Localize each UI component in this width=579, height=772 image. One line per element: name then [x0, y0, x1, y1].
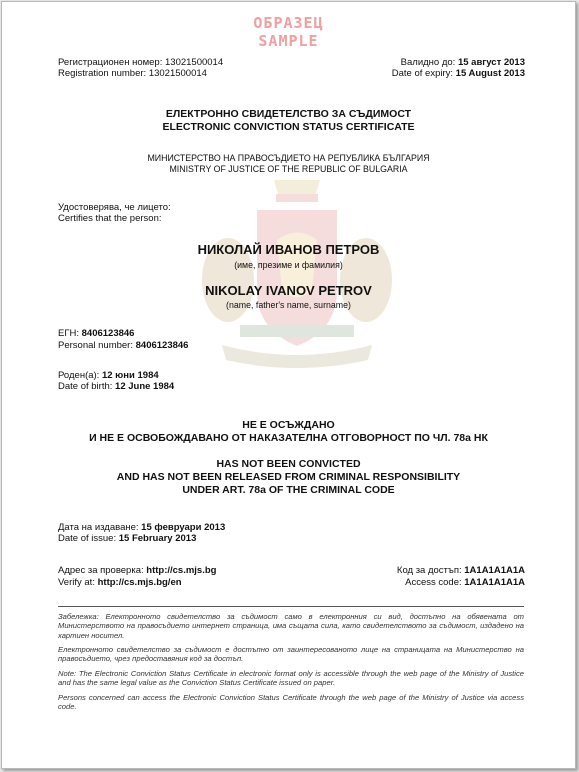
note-bg-2: Електронното свидетелство за съдимост е достъпно от заинтересованото лице на страницата на Министерство на правосъдието, чрез предоставяния код за достъп.: [58, 645, 524, 664]
verify-link-en[interactable]: http://cs.mjs.bg/en: [97, 577, 182, 588]
certifies-label-bg: Удостоверява, че лицето:: [58, 202, 171, 213]
ministry-bg: МИНИСТЕРСТВО НА ПРАВОСЪДИЕТО НА РЕПУБЛИКА БЪЛГАРИЯ: [147, 153, 430, 163]
status-en-line1: HAS NOT BEEN CONVICTED: [216, 458, 361, 470]
registration-number-bg: Регистрационен номер: 13021500014: [58, 57, 224, 68]
verify-address-en: Verify at: http://cs.mjs.bg/en: [58, 577, 182, 588]
expiry-date-bg: Валидно до: 15 август 2013: [400, 57, 525, 68]
note-bg-1: Забележка: Електронното свидетелство за съдимост само в електронния си вид, достъпно на обявената от Министерството на правосъдието интернет страница, има същата сила, като свидетелството за съдимост, издадено на хартиен носител.: [58, 612, 524, 640]
note-en-1: Note: The Electronic Conviction Status Certificate in electronic format only is accessible through the web page of the Ministry of Justice and has the same legal value as the Conviction Status Certificate issued on paper.: [58, 669, 524, 688]
birth-date-bg: Роден(а): 12 юни 1984: [58, 370, 159, 381]
note-en-2: Persons concerned can access the Electronic Conviction Status Certificate through the web page of the Ministry of Justice via access code.: [58, 693, 524, 712]
status-en-line3: UNDER ART. 78a OF THE CRIMINAL CODE: [182, 484, 395, 496]
person-name-en-caption: (name, father's name, surname): [226, 300, 351, 310]
egn-field: ЕГН: 8406123846: [58, 328, 135, 339]
verify-link-bg[interactable]: http://cs.mjs.bg: [146, 565, 217, 576]
expiry-date-en: Date of expiry: 15 August 2013: [391, 68, 525, 79]
status-en-line2: AND HAS NOT BEEN RELEASED FROM CRIMINAL RESPONSIBILITY: [116, 471, 461, 483]
person-name-bg: НИКОЛАЙ ИВАНОВ ПЕТРОВ: [197, 242, 380, 257]
coat-of-arms-watermark: [182, 170, 412, 380]
registration-number-en: Registration number: 13021500014: [58, 68, 207, 79]
issue-date-bg: Дата на издаване: 15 февруари 2013: [58, 522, 226, 533]
person-name-bg-caption: (име, презиме и фамилия): [234, 260, 343, 270]
verify-address-bg: Адрес за проверка: http://cs.mjs.bg: [58, 565, 217, 576]
issue-date-en: Date of issue: 15 February 2013: [58, 533, 197, 544]
personal-number-field: Personal number: 8406123846: [58, 340, 189, 351]
certificate-page: [1, 1, 576, 769]
access-code-bg: Код за достъп: 1A1A1A1A1A: [396, 565, 525, 576]
sample-stamp-en: SAMPLE: [258, 32, 319, 50]
status-bg-line1: НЕ Е ОСЪЖДАНО: [242, 419, 335, 431]
status-bg-line2: И НЕ Е ОСВОБОЖДАВАНО ОТ НАКАЗАТЕЛНА ОТГОВОРНОСТ ПО ЧЛ. 78а НК: [89, 432, 488, 444]
birth-date-en: Date of birth: 12 June 1984: [58, 381, 175, 392]
certifies-label-en: Certifies that the person:: [58, 213, 162, 224]
document-title-bg: ЕЛЕКТРОННО СВИДЕТЕЛСТВО ЗА СЪДИМОСТ: [165, 108, 412, 120]
ministry-en: MINISTRY OF JUSTICE OF THE REPUBLIC OF BULGARIA: [169, 164, 408, 174]
person-name-en: NIKOLAY IVANOV PETROV: [205, 283, 372, 298]
sample-stamp-bg: ОБРАЗЕЦ: [253, 14, 324, 32]
access-code-en: Access code: 1A1A1A1A1A: [405, 577, 525, 588]
notes-separator: [58, 606, 524, 607]
document-title-en: ELECTRONIC CONVICTION STATUS CERTIFICATE: [162, 121, 415, 133]
